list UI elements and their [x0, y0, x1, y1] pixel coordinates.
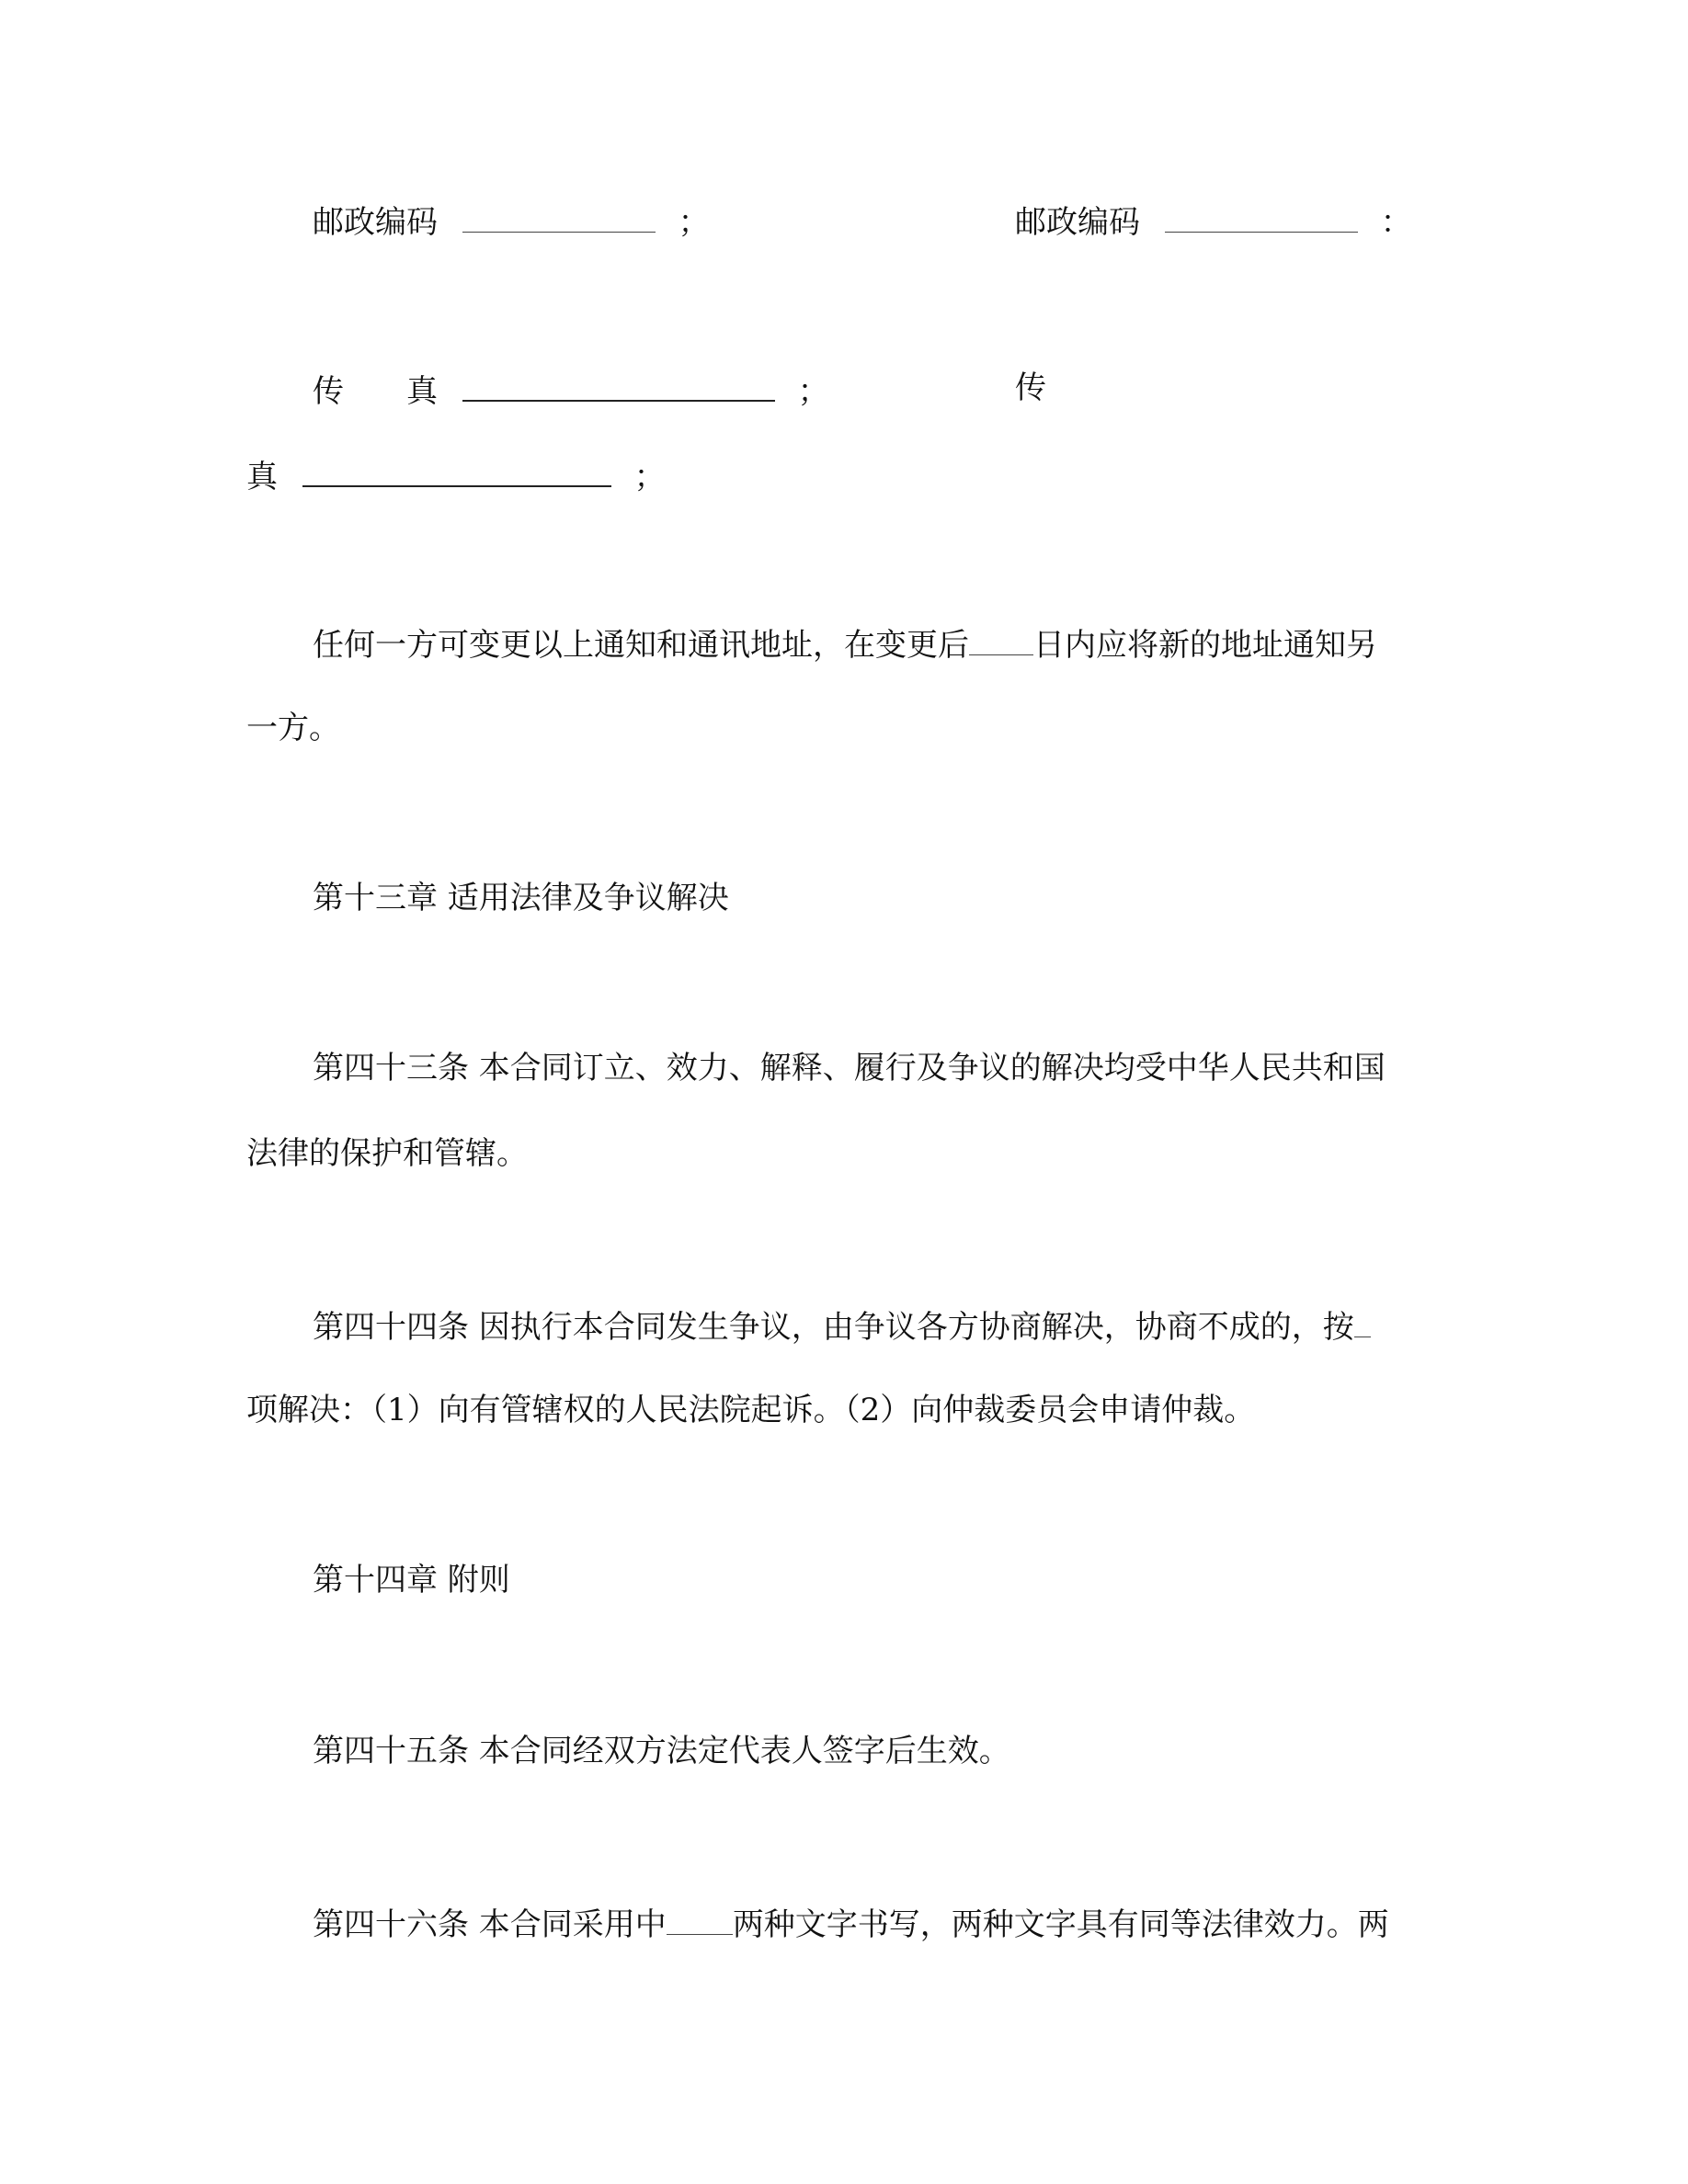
notice-paragraph-line1 — [313, 627, 1377, 664]
fax-separator-left: ； — [797, 373, 829, 410]
article-46-text-a: 第四十六条 本合同采用中 — [313, 1906, 667, 1943]
notice-text-a: 任何一方可变更以上通知和通讯地址，在变更后 — [313, 627, 969, 664]
article-43-line2: 法律的保护和管辖。 — [246, 1135, 528, 1172]
postal-code-blank-right — [1165, 204, 1358, 233]
article-46-text-b: 两种文字书写，两种文字具有同等法律效力。两 — [732, 1906, 1389, 1943]
article-46-language-blank — [667, 1906, 733, 1935]
fax-label-right-part-a: 传 — [1015, 370, 1046, 406]
fax-row-right — [246, 458, 666, 493]
postal-code-separator-right: ： — [1380, 204, 1412, 241]
fax-label-right-part-b: 真 — [246, 459, 278, 495]
article-44-option-blank — [1354, 1309, 1371, 1337]
chapter-14-heading: 第十四章 附则 — [313, 1562, 510, 1598]
fax-row-left — [313, 372, 829, 410]
article-45: 第四十五条 本合同经双方法定代表人签字后生效。 — [313, 1733, 1010, 1769]
article-43-line1: 第四十三条 本合同订立、效力、解释、履行及争议的解决均受中华人民共和国 — [313, 1050, 1386, 1086]
postal-code-label-right: 邮政编码 — [1015, 204, 1140, 241]
notice-text-b: 日内应将新的地址通知另 — [1033, 627, 1377, 664]
article-44-text: 第四十四条 因执行本合同发生争议，由争议各方协商解决，协商不成的，按 — [313, 1309, 1354, 1346]
postal-code-separator-left: ； — [678, 204, 710, 241]
postal-code-row-left — [313, 204, 710, 241]
postal-code-row-right — [1015, 204, 1412, 241]
article-44-line1 — [313, 1309, 1371, 1346]
fax-separator-right: ； — [633, 459, 666, 495]
chapter-13-heading: 第十三章 适用法律及争议解决 — [313, 880, 729, 916]
postal-code-blank-left — [462, 204, 656, 233]
fax-label-left: 传 真 — [313, 373, 438, 410]
article-44-line2: 项解决：（1）向有管辖权的人民法院起诉。（2）向仲裁委员会申请仲裁。 — [246, 1392, 1256, 1428]
fax-blank-right — [302, 458, 611, 487]
notice-days-blank — [969, 627, 1033, 655]
postal-code-label-left: 邮政编码 — [313, 204, 438, 241]
article-46-line1 — [313, 1906, 1389, 1943]
notice-paragraph-line2: 一方。 — [246, 710, 340, 746]
fax-blank-left — [462, 372, 775, 402]
